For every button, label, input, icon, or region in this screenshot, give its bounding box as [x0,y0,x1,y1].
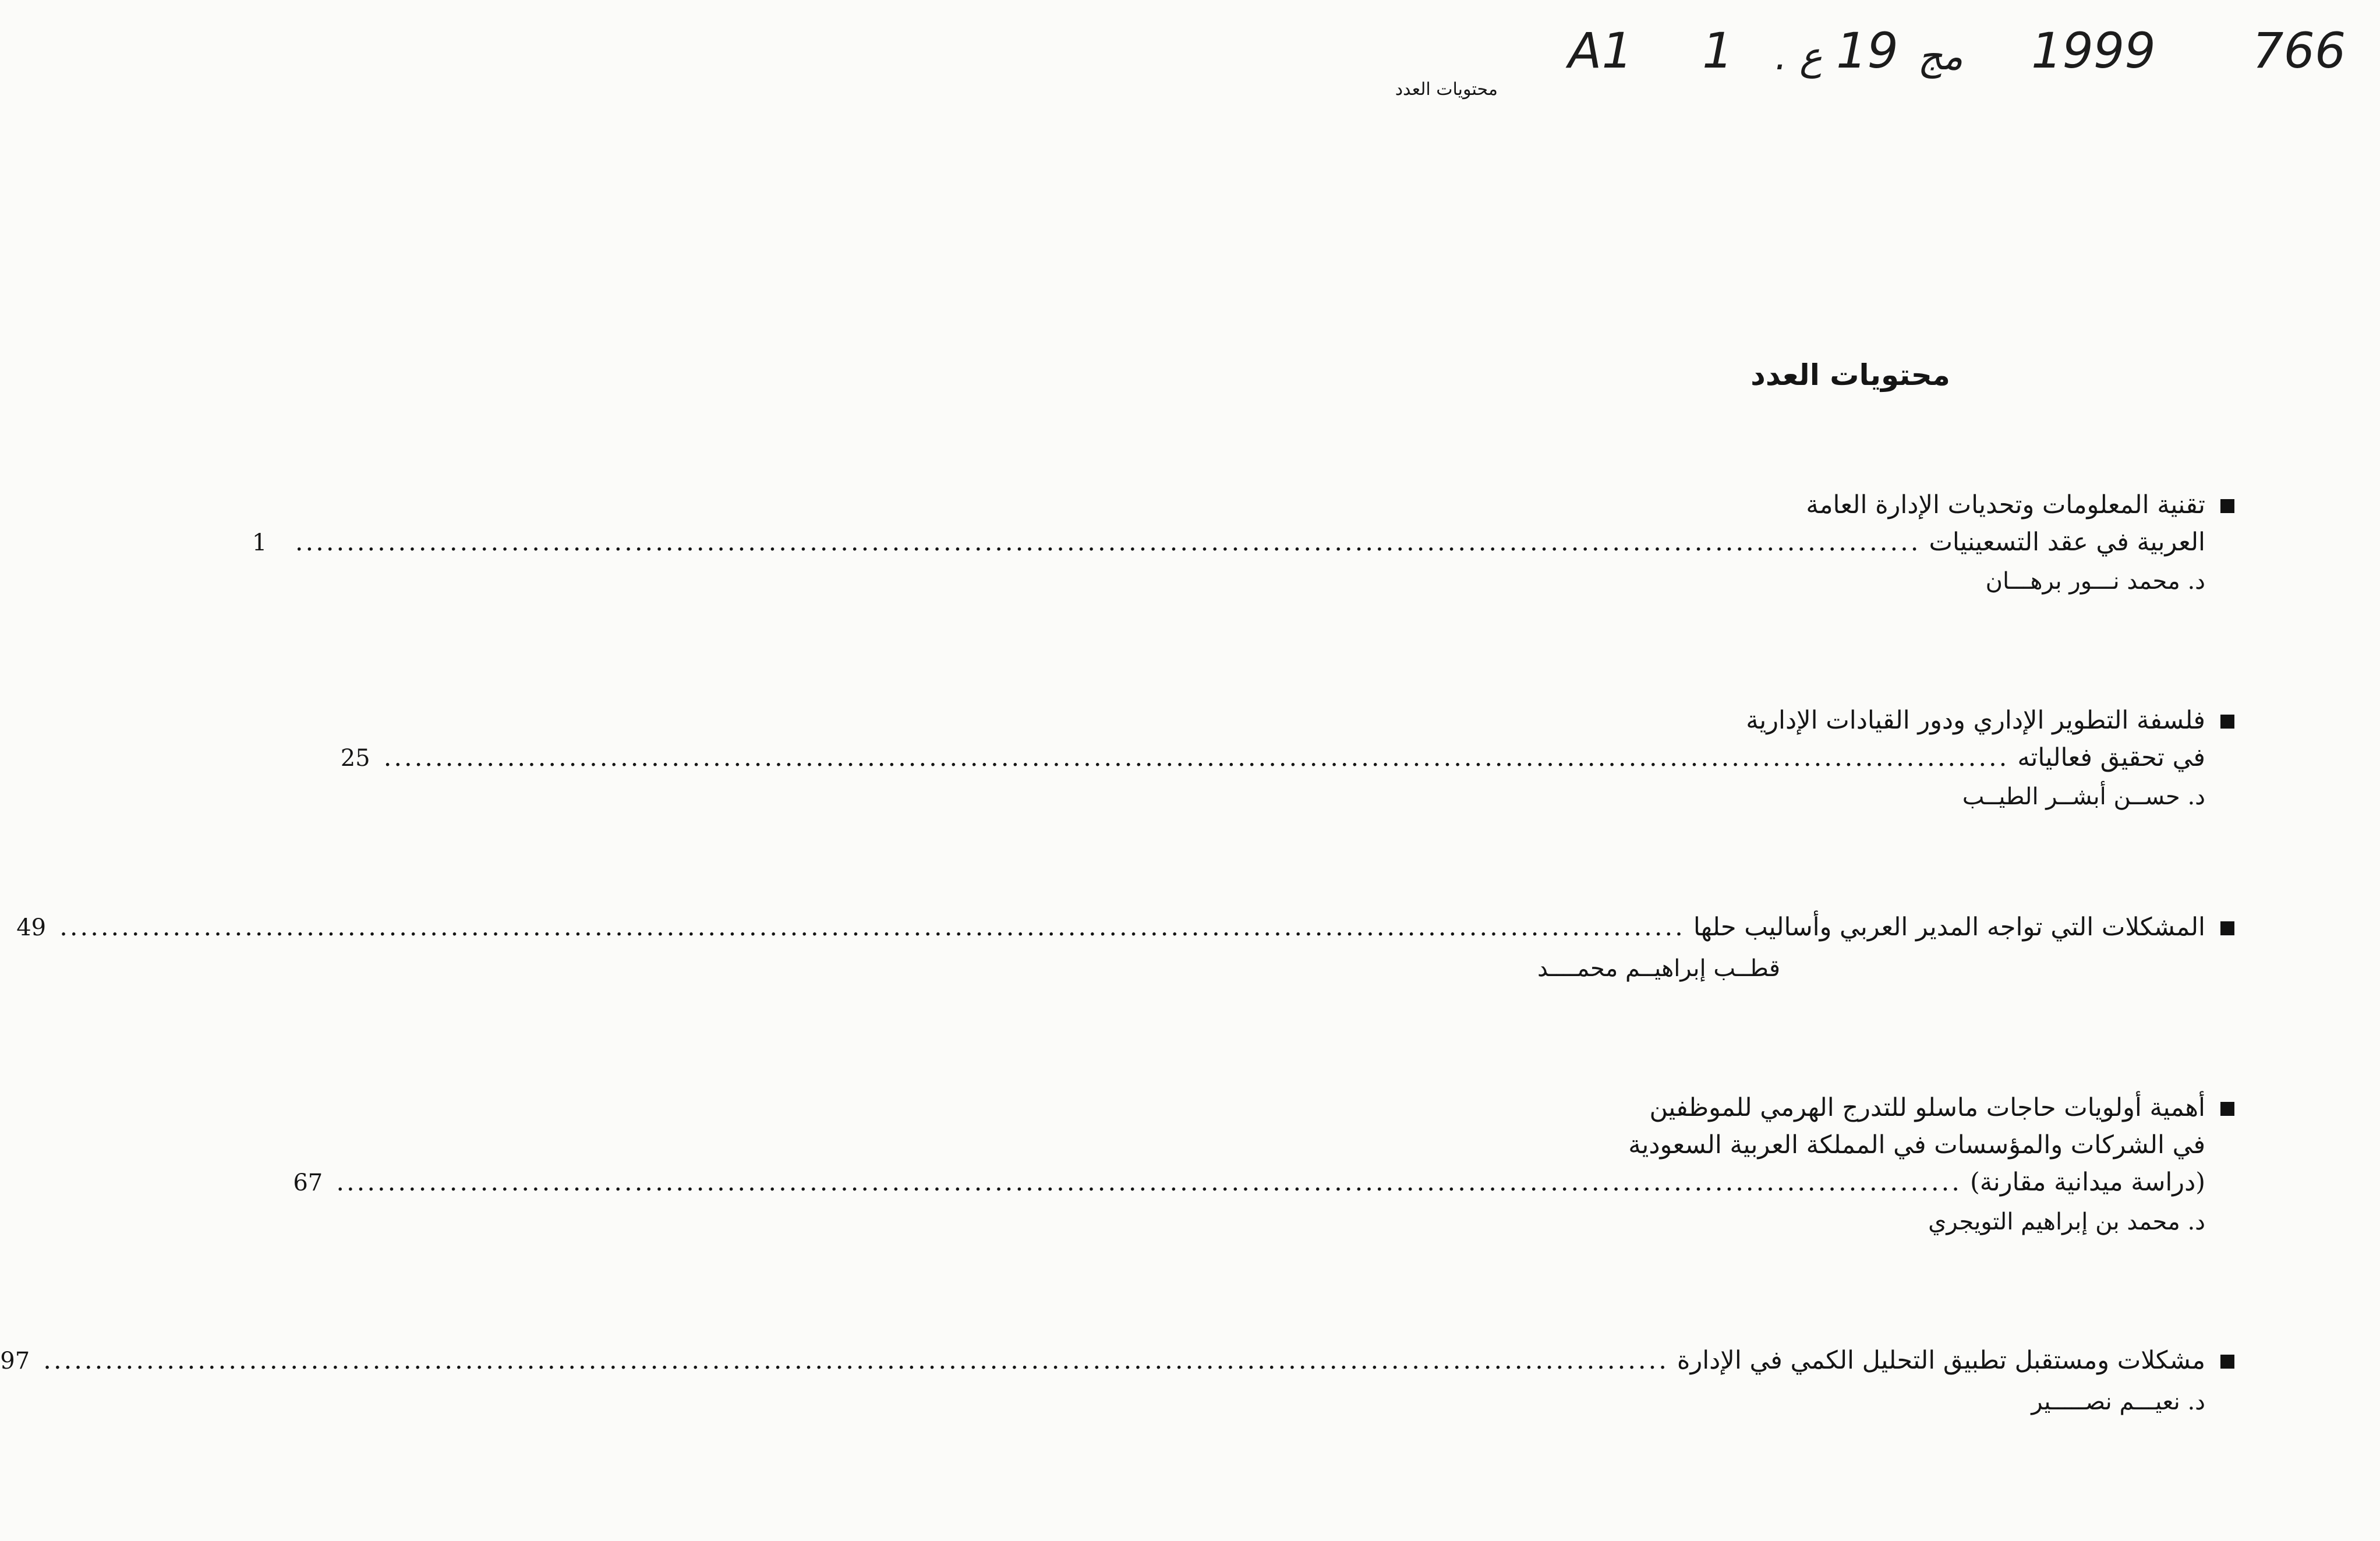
toc-entry [0,1342,2234,1415]
handwritten-a1: A1 [1568,22,1633,79]
bullet-square-icon [2220,1102,2234,1116]
entry-author: د. محمد نـــور برهـــان [1985,568,2205,595]
entry-title-text: تقنية المعلومات وتحديات الإدارة العامة [1806,490,2205,519]
bullet-square-icon [2220,715,2234,729]
handwritten-year: 1999 [2031,22,2156,79]
entry-title-text: فلسفة التطوير الإداري ودور القيادات الإدارية [1746,706,2205,735]
entry-author: قطــب إبراهيــم محمــــد [1537,955,1780,982]
entry-title-line [1373,702,2234,739]
entry-title-text: العربية في عقد التسعينيات [1929,528,2205,557]
handwritten-issue-mark: . ع [1775,34,1823,79]
dot-leader: .............................................................................................................................................................. [336,1168,1962,1197]
entry-leader-line [340,739,2234,776]
dot-leader: .............................................................................................................................................................. [295,528,1921,557]
dot-leader: .............................................................................................................................................................. [383,743,2010,772]
entry-leader-line [16,909,2234,946]
entry-title-text: المشكلات التي تواجه المدير العربي وأساليب حلها [1693,913,2205,942]
entry-page-number: 1 [252,529,267,556]
entry-title-text: أهمية أولويات حاجات ماسلو للتدرج الهرمي للموظفين [1649,1093,2205,1122]
entry-leader-line [252,524,2234,561]
toc-entry [16,909,2234,982]
entry-author: د. محمد بن إبراهيم التويجري [1928,1208,2205,1235]
entry-leader-line [0,1342,2234,1379]
handwritten-number: 1 [1702,22,1734,79]
dot-leader: .............................................................................................................................................................. [59,913,1685,942]
bullet-square-icon [2220,499,2234,513]
entry-author: د. حســن أبشــر الطيــب [1962,783,2205,810]
entry-title-line [1373,1126,2234,1164]
toc-entry [293,1089,2234,1235]
entry-title-text: مشكلات ومستقبل تطبيق التحليل الكمي في الإدارة [1677,1346,2205,1375]
entry-title-text: في الشركات والمؤسسات في المملكة العربية السعودية [1628,1130,2205,1160]
handwritten-reference: 766 [2252,22,2346,79]
bullet-square-icon [2220,1355,2234,1369]
handwritten-volume-mark: مج [1918,34,1963,79]
dot-leader: .............................................................................................................................................................. [43,1346,1669,1375]
entry-title-line [1373,486,2234,524]
entry-page-number: 49 [16,914,47,941]
entry-page-number: 67 [293,1169,323,1196]
page-title: محتويات العدد [1750,358,1950,392]
entry-page-number: 97 [0,1348,30,1374]
entry-author: د. نعيـــم نصـــــير [2031,1388,2205,1415]
handwritten-volume-number: 19 [1836,22,1898,79]
toc-entry [340,702,2234,810]
toc-entry [252,486,2234,595]
entry-title-text: (دراسة ميدانية مقارنة) [1969,1168,2205,1197]
bullet-square-icon [2220,921,2234,935]
entry-title-text: في تحقيق فعالياته [2017,743,2205,772]
running-header: محتويات العدد [1395,79,1498,100]
entry-title-line [1373,1089,2234,1126]
entry-page-number: 25 [340,745,370,772]
entry-leader-line [293,1164,2234,1201]
